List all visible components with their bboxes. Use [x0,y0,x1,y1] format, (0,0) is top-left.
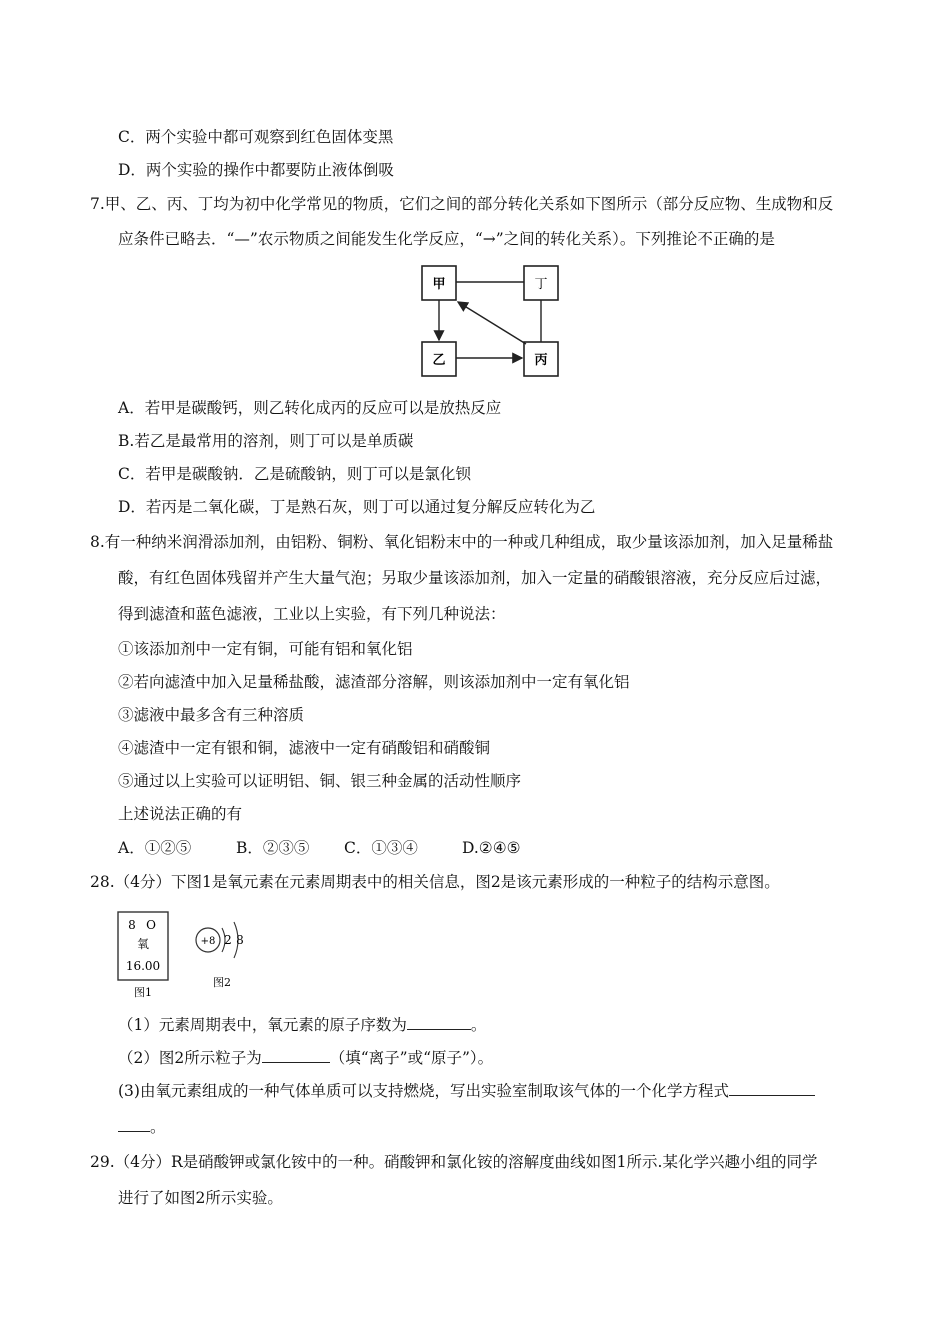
shell-1-electrons: 2 [224,933,232,947]
element-name: 氧 [136,937,150,951]
q7-stem-line1: 7.甲、乙、丙、丁均为初中化学常见的物质，它们之间的部分转化关系如下图所示（部分反应物、生成物和反 [90,195,834,213]
fig2-caption: 图2 [213,976,231,989]
q28-part1-blank[interactable] [407,1015,471,1030]
q6-option-d: D．两个实验的操作中都要防止液体倒吸 [118,161,394,179]
q7-option-a: A．若甲是碳酸钙，则乙转化成丙的反应可以是放热反应 [118,399,502,417]
nucleus-charge: +8 [200,936,216,947]
q8-option-d: D.②④⑤ [462,839,521,857]
q8-statement-3: ③滤液中最多含有三种溶质 [118,706,305,724]
q28-part3-continuation [118,1117,166,1137]
q28-part2-end: （填“离子”或“原子”）。 [329,1049,494,1067]
q8-option-a: A．①②⑤ [118,839,192,857]
q8-stem-line3: 得到滤渣和蓝色滤液，工业以上实验，有下列几种说法： [118,605,506,623]
atomic-number: 8 [128,918,136,932]
q29-stem-line2: 进行了如图2所示实验。 [118,1189,283,1207]
fig1-caption: 图1 [134,986,152,999]
q7-option-c: C．若甲是碳酸钠．乙是硫酸钠，则丁可以是氯化钡 [118,465,471,483]
q8-question: 上述说法正确的有 [118,805,243,823]
q28-part3-text: (3)由氧元素组成的一种气体单质可以支持燃烧，写出实验室制取该气体的一个化学方程式 [118,1082,729,1100]
q7-stem-line2: 应条件已略去．“—”农示物质之间能发生化学反应，“→”之间的转化关系）。下列推论不正确的是 [118,230,775,248]
atomic-mass: 16.00 [125,959,161,973]
q8-option-c: C．①③④ [344,839,418,857]
q8-statement-5: ⑤通过以上实验可以证明铝、铜、银三种金属的活动性顺序 [118,772,522,790]
q28-part1-end: 。 [470,1016,487,1034]
q28-part1-text: （1）元素周期表中，氧元素的原子序数为 [118,1016,407,1034]
label-bing: 丙 [534,353,548,368]
label-jia: 甲 [432,277,446,292]
q7-option-d: D．若丙是二氧化碳，丁是熟石灰，则丁可以通过复分解反应转化为乙 [118,498,596,516]
q7-relation-diagram [400,258,580,388]
q6-option-c: C．两个实验中都可观察到红色固体变黑 [118,128,394,146]
q29-stem-line1: 29.（4分）R是硝酸钾或氯化铵中的一种。硝酸钾和氯化铵的溶解度曲线如图1所示.某化学兴趣小组的同学 [90,1153,818,1171]
q8-statement-1: ①该添加剂中一定有铜，可能有铝和氧化铝 [118,640,413,658]
q28-part2-blank[interactable] [262,1048,330,1063]
q28-part3-blank-cont[interactable] [118,1117,150,1132]
q7-option-b: B.若乙是最常用的溶剂，则丁可以是单质碳 [118,432,414,450]
q28-part1 [118,1015,486,1035]
q8-stem-line1: 8.有一种纳米润滑添加剂，由铝粉、铜粉、氧化铝粉末中的一种或几种组成，取少量该添加剂，加入足量稀盐 [90,533,834,551]
shell-2-electrons: 8 [236,933,244,947]
q28-part3-end: 。 [150,1118,166,1136]
q8-statement-2: ②若向滤渣中加入足量稀盐酸，滤渣部分溶解，则该添加剂中一定有氧化铝 [118,673,630,691]
q28-part3-blank[interactable] [729,1081,815,1096]
q8-option-b: B．②③⑤ [236,839,310,857]
label-yi: 乙 [432,353,446,368]
q8-stem-line2: 酸，有红色固体残留并产生大量气泡；另取少量该添加剂，加入一定量的硝酸银溶液，充分反应后过滤， [118,569,832,587]
q28-part2 [118,1048,493,1068]
q28-stem: 28.（4分）下图1是氧元素在元素周期表中的相关信息，图2是该元素形成的一种粒子的结构示意图。 [90,873,780,891]
arrow-bing-jia [458,302,526,344]
q8-statement-4: ④滤渣中一定有银和铜，滤液中一定有硝酸铝和硝酸铜 [118,739,491,757]
q28-part2-text: （2）图2所示粒子为 [118,1049,262,1067]
q28-figures [110,906,270,1002]
q28-part3 [118,1081,815,1101]
element-symbol: O [146,918,156,932]
label-ding: 丁 [534,277,548,292]
